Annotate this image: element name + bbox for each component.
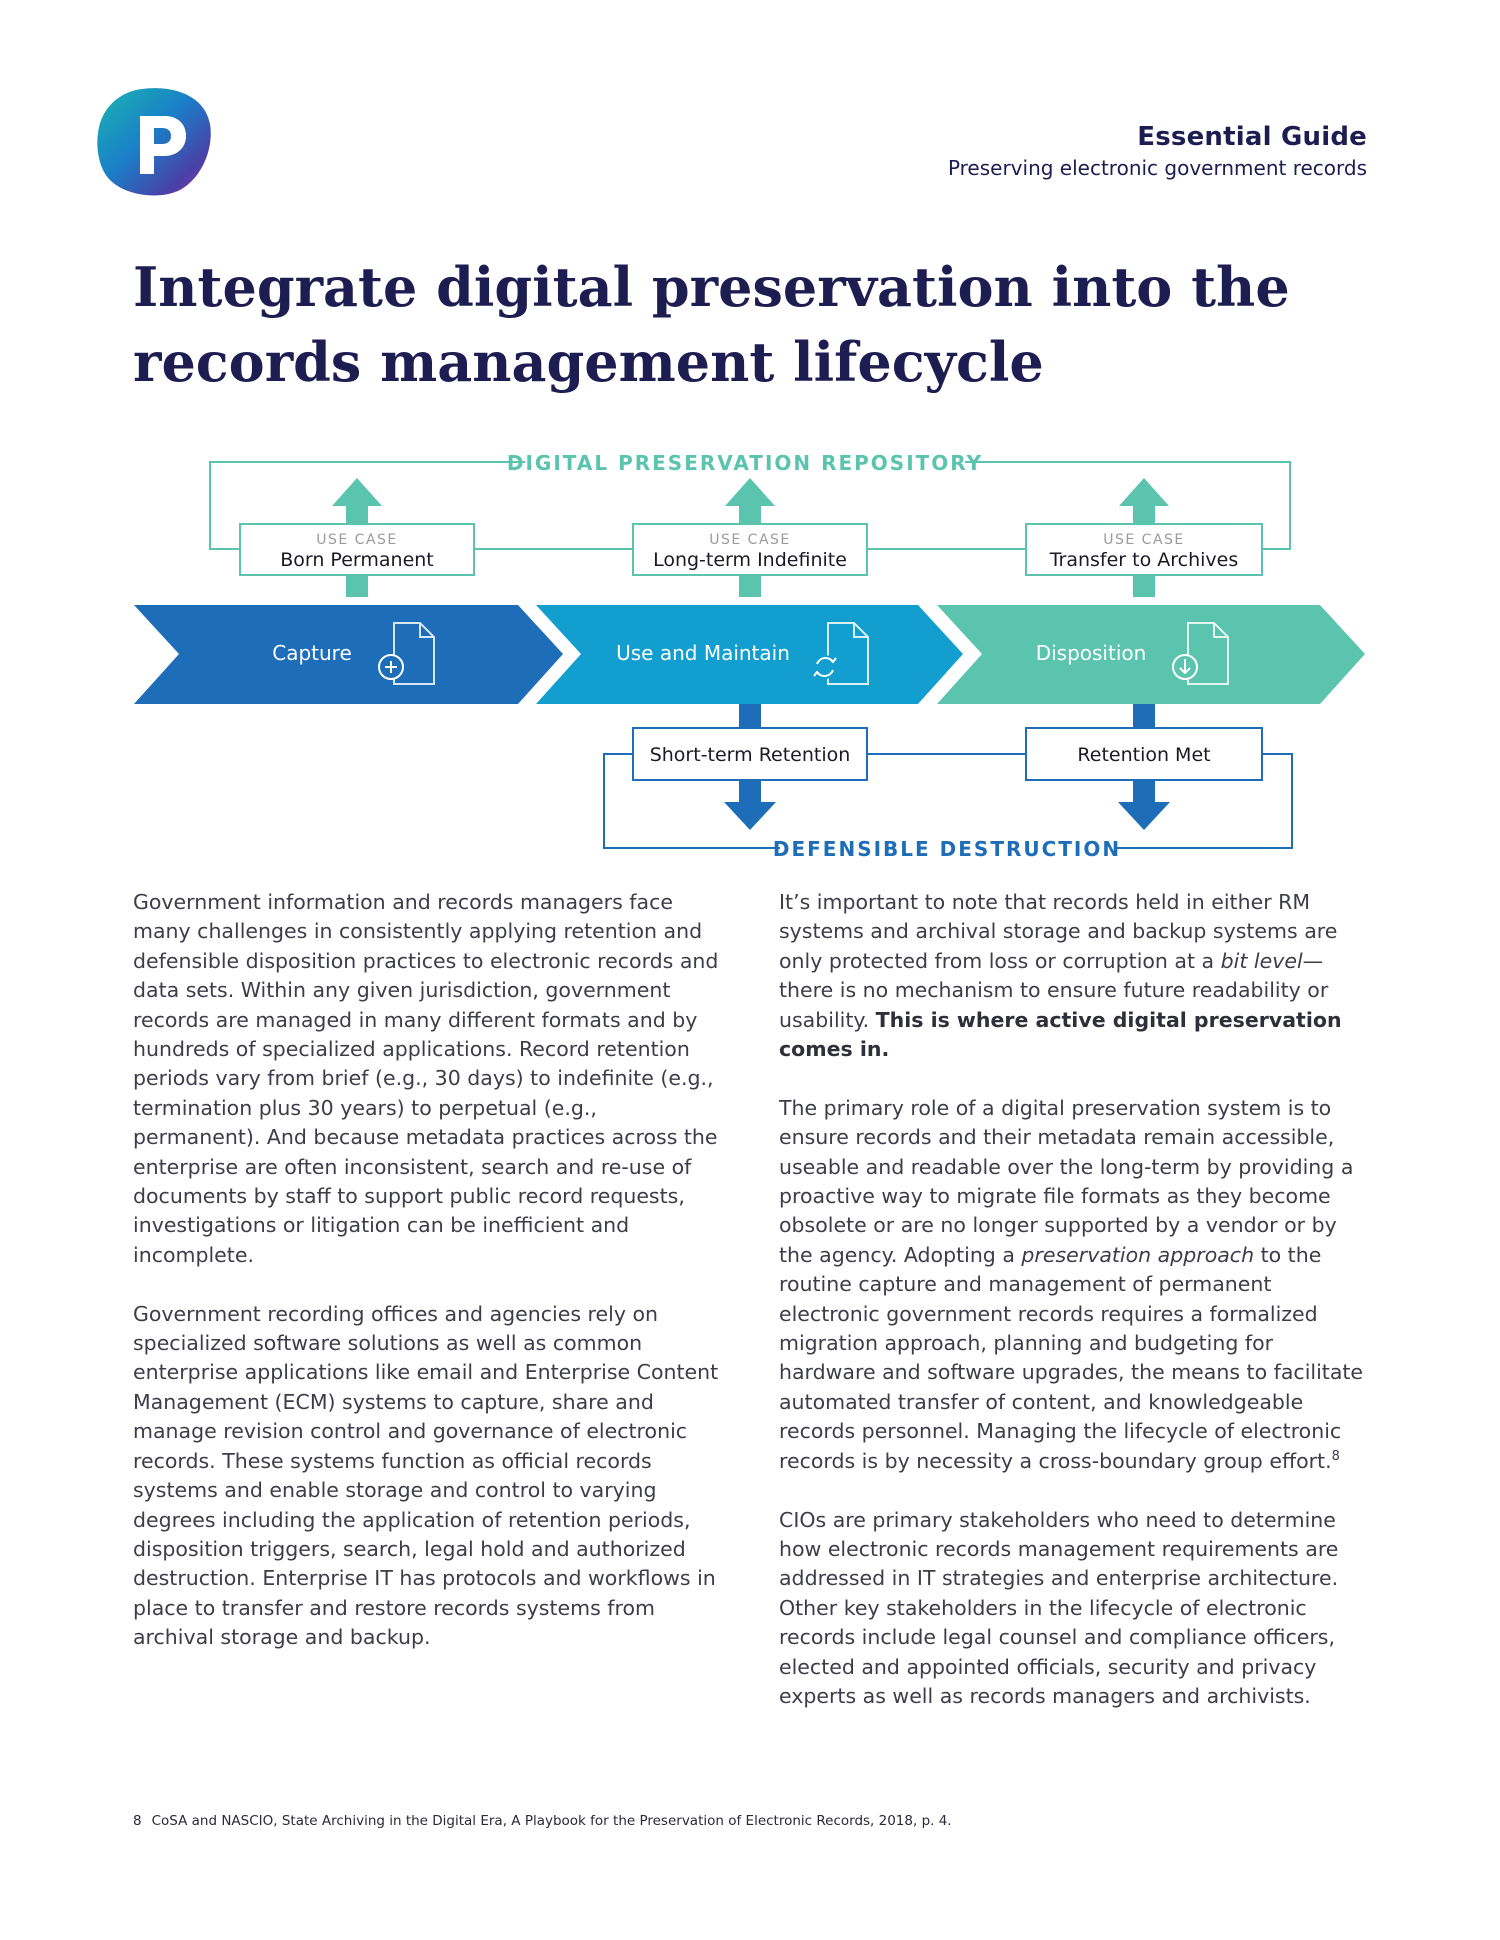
paragraph: CIOs are primary stakeholders who need to determine how electronic records management requirements are addressed in IT strategies and enterprise architecture. Other key stakeholders in the lifecycle of electronic records include legal counsel and compliance officers, elected and appointed officials, security and privacy experts as well as records managers and archivists. — [779, 1507, 1339, 1708]
use-case-transfer-to-archives — [1026, 524, 1262, 575]
use-case-caption: USE CASE — [1103, 532, 1185, 548]
stage-label: Use and Maintain — [616, 641, 790, 665]
use-case-born-permanent — [240, 524, 474, 575]
guide-header — [948, 122, 1367, 180]
stage-use-and-maintain — [536, 605, 963, 704]
repository-label: DIGITAL PRESERVATION REPOSITORY — [506, 451, 984, 475]
paragraph: Government information and records managers face many challenges in consistently applying retention and defensible disposition practices to electronic records and data sets. Within any given jurisdiction, government records are managed in many different formats and by hundreds of specialized applications. Record retention periods vary from brief (e.g., 30 days) to indefinite (e.g., termination plus 30 years) to perpetual (e.g., permanent). And because metadata practices across the enterprise are often inconsistent, search and re-use of documents by staff to support public record requests, investigations or litigation can be inefficient and incomplete. — [133, 890, 719, 1267]
destruction-label: DEFENSIBLE DESTRUCTION — [772, 837, 1122, 861]
retention-label: Short-term Retention — [649, 744, 851, 766]
key-statement: This is where active digital preservation comes in. — [779, 1007, 1342, 1062]
text-span: The primary role of a digital preservation system is to ensure records and their metadata remain accessible, useable and readable over the long-term by providing a proactive way to migrate file formats as they become obsolete or are no longer supported by a vendor or by the agency. Adopting a — [779, 1095, 1354, 1267]
page-title-line-2: records management lifecycle — [133, 330, 1044, 394]
text-span: to the routine capture and management of permanent electronic government records requires a formalized migration approach, planning and budgeting for hardware and software upgrades, the means to facilitate automated transfer of content, and knowledgeable records personnel. Managing the lifecycle of electronic records is by necessity a cross-boundary group effort. — [779, 1242, 1364, 1473]
use-case-long-term-indefinite — [633, 524, 867, 575]
body-left-column — [133, 888, 723, 1682]
lifecycle-diagram — [0, 440, 1500, 870]
preservica-logo — [96, 86, 212, 196]
use-case-caption: USE CASE — [709, 532, 791, 548]
guide-title: Essential Guide — [1137, 122, 1367, 152]
emphasis: preservation approach — [1021, 1242, 1255, 1267]
stage-label: Disposition — [1035, 641, 1147, 665]
use-case-label: Long-term Indefinite — [653, 549, 847, 571]
footnote-text: CoSA and NASCIO, State Archiving in the Digital Era, A Playbook for the Preservation of Electronic Records, 2018, p. 4. — [151, 1813, 952, 1829]
body-right-column — [779, 888, 1369, 1741]
use-case-label: Born Permanent — [280, 549, 434, 571]
footnote — [133, 1813, 952, 1829]
stage-disposition — [937, 605, 1365, 704]
emphasis: bit level — [1220, 948, 1303, 973]
paragraph — [779, 1094, 1369, 1476]
footnote-ref: 8 — [1331, 1448, 1340, 1464]
text-span: —there is no mechanism to ensure future readability or usability. — [779, 948, 1329, 1032]
stage-label: Capture — [272, 641, 352, 665]
use-case-label: Transfer to Archives — [1049, 549, 1239, 571]
text-span: It’s important to note that records held in either RM systems and archival storage and backup systems are only protected from loss or corruption at a — [779, 890, 1338, 973]
guide-subtitle: Preserving electronic government records — [947, 156, 1367, 180]
retention-met — [1026, 728, 1262, 780]
page-title — [133, 250, 1333, 400]
retention-label: Retention Met — [1077, 744, 1211, 766]
page-title-line-1: Integrate digital preservation into the — [133, 255, 1290, 319]
stage-capture — [134, 605, 563, 704]
retention-short-term — [633, 728, 867, 780]
footnote-number: 8 — [133, 1813, 142, 1829]
paragraph — [779, 888, 1369, 1064]
paragraph: Government recording offices and agencies rely on specialized software solutions as well as common enterprise applications like email and Enterprise Content Management (ECM) systems to capture, share and manage revision control and governance of electronic records. These systems function as official records systems and enable storage and control to varying degrees including the application of retention periods, disposition triggers, search, legal hold and authorized destruction. Enterprise IT has protocols and workflows in place to transfer and restore records systems from archival storage and backup. — [133, 1301, 719, 1650]
use-case-caption: USE CASE — [316, 532, 398, 548]
